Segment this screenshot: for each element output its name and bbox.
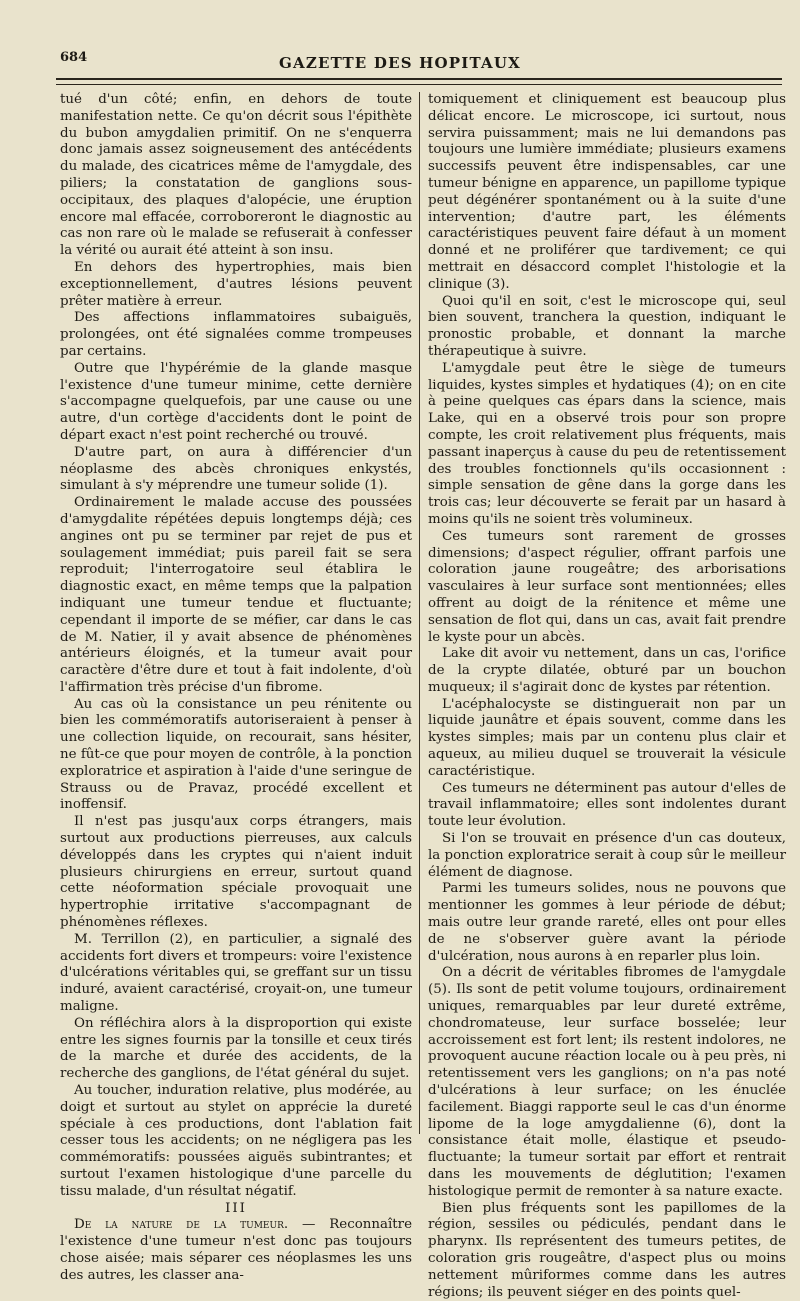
- section-number: III: [225, 1200, 247, 1216]
- paragraph: Au toucher, induration relative, plus modérée, au doigt et surtout au stylet on apprécie la dureté spéciale à ces productions, dont l'ablation fait cesser tous les accidents; on ne négligera pas les commémoratifs: poussées aiguës subintrantes; et surtout l'examen histologique d'une parcelle du tissu malade, d'un résultat négatif.: [60, 1083, 412, 1199]
- paragraph: Parmi les tumeurs solides, nous ne pouvons que mentionner les gommes à leur période de début; mais outre leur grande rareté, elles ont pour elles de ne s'observer guère avant la période d'ulcération, nous aurons à en reparler plus loin.: [428, 881, 786, 964]
- paragraph: tomiquement et cliniquement est beaucoup plus délicat encore. Le microscope, ici surtout, nous servira puissamment; mais ne lui demandons pas toujours une lumière immédiate; plusieurs examens successifs peuvent être indispensables, car une tumeur bénigne en apparence, un papillome typique peut dégénérer spontanément ou à la suite d'une intervention; d'autre part, les éléments caractéristiques peuvent faire défaut à un moment donné et ne proliférer que tardivement; ce qui mettrait en désaccord complet l'histologie et la clinique (3).: [428, 92, 786, 292]
- paragraph: Outre que l'hypérémie de la glande masque l'existence d'une tumeur minime, cette dernière s'accompagne quelquefois, par une cause ou une autre, d'un cortège d'accidents dont le point de départ exact n'est point recherché ou trouvé.: [60, 360, 412, 443]
- section-paragraph: [60, 1217, 412, 1284]
- paragraph: M. Terrillon (2), en particulier, a signalé des accidents fort divers et trompeurs: voire l'existence d'ulcérations véritables qui, se greffant sur un tissu induré, avaient caractérisé, croyait-on, une tumeur maligne.: [60, 931, 412, 1015]
- paragraph: Ordinairement le malade accuse des poussées d'amygdalite répétées depuis longtemps déjà; ces angines ont pu se terminer par rejet de pus et soulagement immédiat; puis pareil fait se sera reproduit; l'interrogatoire seul établira le diagnostic exact, en même temps que la palpation indiquant une tumeur tendue et fluctuante; cependant il importe de se méfier, car dans le cas de M. Natier, il y avait absence de phénomènes antérieurs éloignés, et la tumeur avait pour caractère d'être dure et tout à fait indolente, d'où l'affirmation très précise d'un fibrome.: [60, 495, 412, 695]
- paragraph: En dehors des hypertrophies, mais bien exceptionnellement, d'autres lésions peuvent prêter matière à erreur.: [60, 259, 412, 309]
- paragraph: Lake dit avoir vu nettement, dans un cas, l'orifice de la crypte dilatée, obturé par un bouchon muqueux; il s'agirait donc de kystes par rétention.: [428, 646, 786, 695]
- paragraph: Ces tumeurs sont rarement de grosses dimensions; d'aspect régulier, offrant parfois une coloration jaune rougeâtre; des arborisations vasculaires à leur surface sont mentionnées; elles offrent au doigt de la rénitence et même une sensation de flot qui, dans un cas, avait fait prendre le kyste pour un abcès.: [428, 528, 786, 645]
- section-text: — Reconnaître l'existence d'une tumeur n'est donc pas toujours chose aisée; mais séparer ces néoplasmes les uns des autres, les classer ana-: [60, 1217, 412, 1283]
- paragraph: L'amygdale peut être le siège de tumeurs liquides, kystes simples et hydatiques (4); on en cite à peine quelques cas épars dans la science, mais Lake, qui en a observé trois pour son propre compte, les croit relativement plus fréquents, mais passant inaperçus à cause du peu de retentissement des troubles fonctionnels qu'ils occasionnent : simple sensation de gêne dans la gorge dans les trois cas; leur découverte se ferait par un hasard à moins qu'ils ne soient très volumineux.: [428, 360, 786, 527]
- right-column: [428, 92, 786, 1300]
- header-rule-thin: [56, 84, 782, 85]
- paragraph: Bien plus fréquents sont les papillomes de la région, sessiles ou pédiculés, pendant dans le pharynx. Ils représentent des tumeurs petites, de coloration gris rougeâtre, d'aspect plus ou moins nettement mûriformes comme dans les autres régions; ils peuvent siéger en des points quel-: [428, 1200, 786, 1300]
- journal-title: GAZETTE DES HOPITAUX: [278, 54, 521, 72]
- paragraph: Des affections inflammatoires subaiguës, prolongées, ont été signalées comme trompeuses par certains.: [60, 310, 412, 359]
- paragraph: L'acéphalocyste se distinguerait non par un liquide jaunâtre et épais souvent, comme dans les kystes simples; mais par un contenu plus clair et aqueux, au milieu duquel se trouverait la vésicule caractéristique.: [428, 696, 786, 779]
- section-heading: De la nature de la tumeur.: [74, 1217, 289, 1233]
- page-number: 684: [60, 50, 88, 65]
- paragraph: tué d'un côté; enfin, en dehors de toute manifestation nette. Ce qu'on décrit sous l'épithète du bubon amygdalien primitif. On ne s'enquerra donc jamais assez soigneusement des antécédents du malade, des cicatrices même de l'amygdale, des piliers; la constatation de ganglions sous-occipitaux, des plaques d'alopécie, une éruption encore mal effacée, corroboreront le diagnostic au cas non rare où le malade se refuserait à confesser la vérité ou aurait été atteint à son insu.: [60, 92, 412, 259]
- paragraph: Il n'est pas jusqu'aux corps étrangers, mais surtout aux productions pierreuses, aux calculs développés dans les cryptes qui n'aient induit plusieurs chirurgiens en erreur, surtout quand cette néoformation spéciale provoquait une hypertrophie irritative s'accompagnant de phénomènes réflexes.: [60, 814, 412, 931]
- paragraph: On a décrit de véritables fibromes de l'amygdale (5). Ils sont de petit volume toujours, ordinairement uniques, remarquables par leur dureté extrême, chondromateuse, leur surface bosselée; leur accroissement est fort lent; ils restent indolores, ne provoquent aucune réaction locale ou à peu près, ni retentissement vers les ganglions; on n'a pas noté d'ulcérations à leur surface; on les énuclée facilement. Biaggi rapporte seul le cas d'un énorme lipome de la loge amygdalienne (6), dont la consistance était molle, élastique et pseudo-fluctuante; la tumeur sortait par effort et rentrait dans les mouvements de déglutition; l'examen histologique permit de remonter à sa nature exacte.: [428, 965, 786, 1199]
- header-rule-thick: [56, 78, 782, 80]
- paragraph: On réfléchira alors à la disproportion qui existe entre les signes fournis par la tonsille et ceux tirés de la marche et durée des accidents, de la recherche des ganglions, de l'état général du sujet.: [60, 1015, 412, 1082]
- paragraph: Au cas où la consistance un peu rénitente ou bien les commémoratifs autoriseraient à penser à une collection liquide, on recourait, sans hésiter, ne fût-ce que pour moyen de contrôle, à la ponction exploratrice et aspiration à l'aide d'une seringue de Strauss ou de Pravaz, procédé excellent et inoffensif.: [60, 696, 412, 813]
- paragraph: Si l'on se trouvait en présence d'un cas douteux, la ponction exploratrice serait à coup sûr le meilleur élément de diagnose.: [428, 831, 786, 880]
- paragraph: D'autre part, on aura à différencier d'un néoplasme des abcès chroniques enkystés, simulant à s'y méprendre une tumeur solide (1).: [60, 444, 412, 494]
- paragraph: Quoi qu'il en soit, c'est le microscope qui, seul bien souvent, tranchera la question, indiquant le pronostic probable, et donnant la marche thérapeutique à suivre.: [428, 293, 786, 359]
- column-divider: [419, 92, 420, 1134]
- left-column: [60, 92, 412, 1283]
- paragraph: Ces tumeurs ne déterminent pas autour d'elles de travail inflammatoire; elles sont indolentes durant toute leur évolution.: [428, 780, 786, 830]
